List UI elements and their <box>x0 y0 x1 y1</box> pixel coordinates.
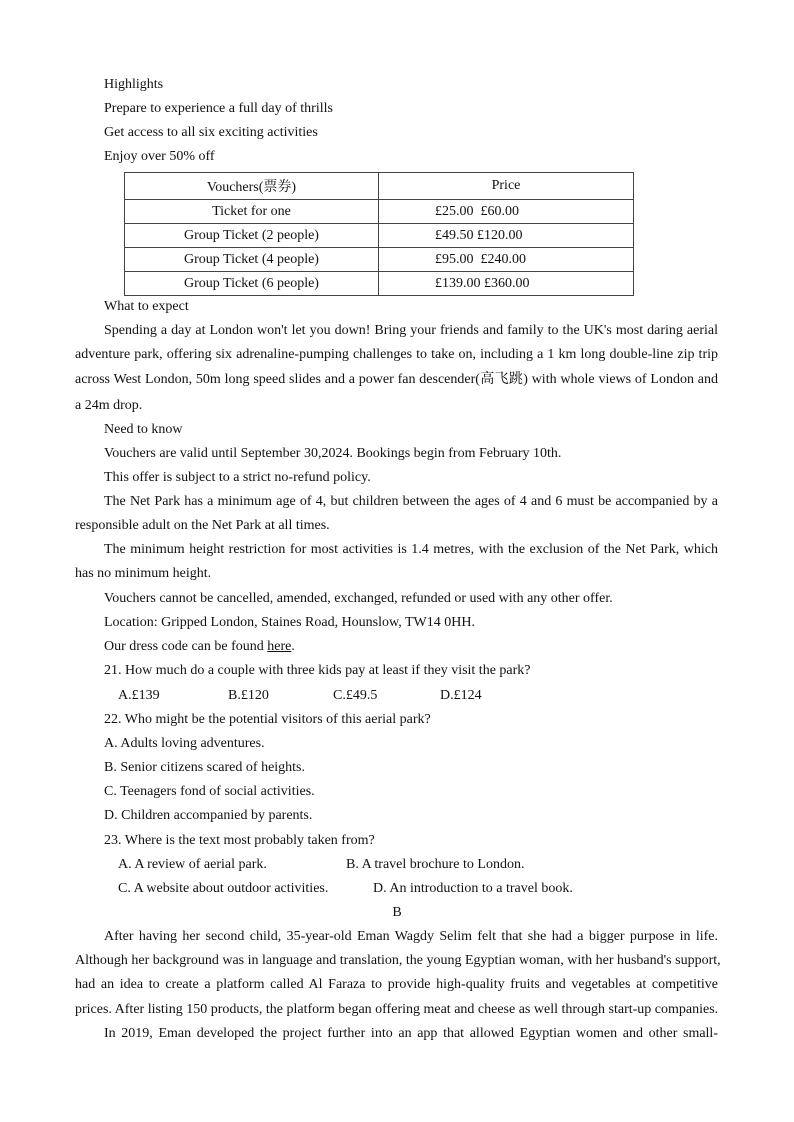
table-header-row <box>125 173 634 200</box>
highlight-item: Enjoy over 50% off <box>104 149 215 164</box>
question-21: 21. How much do a couple with three kids pay at least if they visit the park? <box>104 663 531 678</box>
dress-code-suffix: . <box>291 639 295 654</box>
highlight-item: Get access to all six exciting activities <box>104 125 318 140</box>
ticket-name: Group Ticket (4 people) <box>125 248 379 272</box>
paragraph-line: In 2019, Eman developed the project further into an app that allowed Egyptian women and other small- <box>104 1026 718 1041</box>
expect-line: a 24m drop. <box>75 398 143 413</box>
expect-line: across West London, 50m long speed slides and a power fan descender(高飞跳) with whole views of London and <box>75 372 718 387</box>
netpark-age-text: The Net Park has a minimum age of 4, but children between the ages of 4 and 6 must be accompanied by a <box>104 494 718 509</box>
q21-option-a: A.£139 <box>118 688 160 703</box>
q21-option-b: B.£120 <box>228 688 269 703</box>
question-22: 22. Who might be the potential visitors of this aerial park? <box>104 712 431 727</box>
netpark-age-text: responsible adult on the Net Park at all times. <box>75 518 330 533</box>
ticket-name: Group Ticket (2 people) <box>125 224 379 248</box>
dress-code-prefix: Our dress code can be found <box>104 639 268 654</box>
ticket-price: £95.00 £240.00 <box>379 248 634 272</box>
ticket-price: £49.50 £120.00 <box>379 224 634 248</box>
highlight-item: Prepare to experience a full day of thrills <box>104 101 333 116</box>
dress-code-text <box>104 639 295 655</box>
dress-code-link[interactable]: here <box>267 639 292 654</box>
column-header-price: Price <box>379 173 634 200</box>
table-row <box>125 200 634 224</box>
paragraph-line: Although her background was in language and translation, the young Egyptian woman, with her husband's support, <box>75 953 721 968</box>
column-header-vouchers: Vouchers(票券) <box>125 173 379 200</box>
ticket-price: £139.00 £360.00 <box>379 272 634 296</box>
table-row <box>125 224 634 248</box>
q22-option-a: A. Adults loving adventures. <box>104 736 265 751</box>
height-restriction-text: has no minimum height. <box>75 566 212 581</box>
q23-option-c: C. A website about outdoor activities. <box>118 881 329 896</box>
q23-option-b: B. A travel brochure to London. <box>346 857 525 872</box>
ticket-price: £25.00 £60.00 <box>379 200 634 224</box>
highlights-heading: Highlights <box>104 77 164 92</box>
ticket-name: Group Ticket (6 people) <box>125 272 379 296</box>
expect-line: adventure park, offering six adrenaline-pumping challenges to take on, including a 1 km long double-line zip trip <box>75 347 718 362</box>
q22-option-c: C. Teenagers fond of social activities. <box>104 784 315 799</box>
cancellation-text: Vouchers cannot be cancelled, amended, exchanged, refunded or used with any other offer. <box>104 591 613 606</box>
q21-option-c: C.£49.5 <box>333 688 378 703</box>
question-23: 23. Where is the text most probably taken from? <box>104 833 375 848</box>
table-row <box>125 248 634 272</box>
expect-heading: What to expect <box>104 299 189 314</box>
section-b-label: B <box>392 905 402 920</box>
q22-option-b: B. Senior citizens scared of heights. <box>104 760 306 775</box>
paragraph-line: had an idea to create a platform called Al Faraza to provide high-quality fruits and vegetables at competitive <box>75 977 718 992</box>
vouchers-table <box>124 172 634 296</box>
q22-option-d: D. Children accompanied by parents. <box>104 808 313 823</box>
location-text: Location: Gripped London, Staines Road, Hounslow, TW14 0HH. <box>104 615 475 630</box>
q23-option-a: A. A review of aerial park. <box>118 857 267 872</box>
paragraph-line: After having her second child, 35-year-old Eman Wagdy Selim felt that she had a bigger purpose in life. <box>104 929 718 944</box>
table-row <box>125 272 634 296</box>
need-to-know-heading: Need to know <box>104 422 183 437</box>
q23-option-d: D. An introduction to a travel book. <box>373 881 573 896</box>
paragraph-line: prices. After listing 150 products, the platform began offering meat and cheese as well through start-up companies. <box>75 1002 719 1017</box>
refund-policy-text: This offer is subject to a strict no-refund policy. <box>104 470 371 485</box>
q21-option-d: D.£124 <box>440 688 482 703</box>
validity-text: Vouchers are valid until September 30,2024. Bookings begin from February 10th. <box>104 446 562 461</box>
ticket-name: Ticket for one <box>125 200 379 224</box>
expect-line: Spending a day at London won't let you down! Bring your friends and family to the UK's most daring aerial <box>104 323 718 338</box>
height-restriction-text: The minimum height restriction for most activities is 1.4 metres, with the exclusion of the Net Park, which <box>104 542 718 557</box>
